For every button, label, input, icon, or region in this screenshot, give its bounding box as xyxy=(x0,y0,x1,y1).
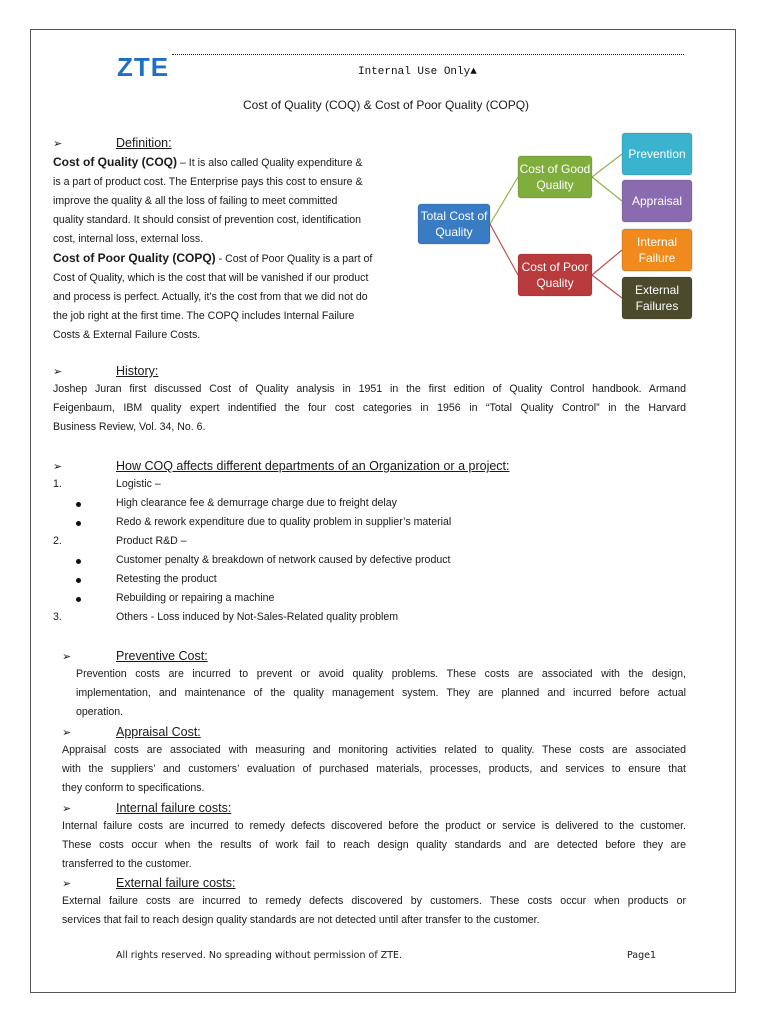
list-item: Retesting the product xyxy=(116,573,217,585)
connector-root-poor xyxy=(490,224,518,275)
diagram-node-prevention xyxy=(622,133,692,175)
bullet-dot-icon xyxy=(76,502,81,507)
diagram-node-label: Total Cost of xyxy=(420,209,488,223)
diagram-node-label: Failures xyxy=(635,299,679,313)
zte-logo: ZTE xyxy=(117,52,170,82)
diagram-node-label: Internal xyxy=(636,235,678,249)
coq-term: Cost of Quality (COQ) xyxy=(53,155,177,169)
connector-poor-external xyxy=(592,275,622,298)
arrow-bullet-icon: ➢ xyxy=(53,366,63,378)
list-item: Logistic – xyxy=(116,478,161,490)
diagram-node-label: Quality xyxy=(536,276,574,290)
header-rule xyxy=(172,54,684,55)
diagram-node-label: Cost of Poor xyxy=(521,260,589,274)
diagram-node-root xyxy=(418,204,490,244)
connector-root-good xyxy=(490,177,518,224)
list-item: Redo & rework expenditure due to quality problem in supplier’s material xyxy=(116,516,452,528)
diagram-node-external xyxy=(622,277,692,319)
appraisal-cost-text: Appraisal costs are associated with measuring and monitoring activities related to quality. These costs are associated with the suppliers’ and customers’ evaluation of purchased materials, processes, products, and services to ensure that they conform to specifications. xyxy=(62,744,686,794)
arrow-bullet-icon: ➢ xyxy=(62,651,72,663)
internal-use-label: Internal Use Only▲ xyxy=(358,66,477,78)
connector-good-appraisal xyxy=(592,177,622,201)
arrow-bullet-icon: ➢ xyxy=(53,461,63,473)
list-item: High clearance fee & demurrage charge due to freight delay xyxy=(116,497,397,509)
list-item: Rebuilding or repairing a machine xyxy=(116,592,275,604)
preventive-cost-text: Prevention costs are incurred to prevent or avoid quality problems. These costs are associated with the design, implementation, and maintenance of the quality management system. They are planned and incurred before actual operation. xyxy=(76,668,686,718)
diagram-node-label: Quality xyxy=(536,178,574,192)
external-failure-text: External failure costs are incurred to remedy defects discovered by customers. These costs occur when products or services that fail to reach design quality standards are not detected until after transfer to the customer. xyxy=(62,895,686,926)
coq-definition: Cost of Quality (COQ) – It is also called Quality expenditure & is a part of product cost. The Enterprise pays this cost to ensure & improve the quality & all the loss of failing to meet committed quality standard. It should consist of prevention cost, identification cost, internal loss, external loss. Cost of Poor Quality (COPQ) - Cost of Poor Quality is a part of Cost of Quality, which is the cost that will be vanished if our product and process is perfect. Actually, it’s the cost from that we did not do the job right at the first time. The COPQ includes Internal Failure Costs & External Failure Costs. xyxy=(53,155,373,341)
arrow-bullet-icon: ➢ xyxy=(53,138,63,150)
bullet-dot-icon xyxy=(76,521,81,526)
arrow-bullet-icon: ➢ xyxy=(62,727,72,739)
connector-poor-internal xyxy=(592,250,622,275)
external-failure-heading: External failure costs: xyxy=(116,876,236,890)
connector-good-prevention xyxy=(592,154,622,177)
list-number: 1. xyxy=(53,478,62,490)
copq-term: Cost of Poor Quality (COPQ) xyxy=(53,251,216,265)
diagram-node-label: Appraisal xyxy=(631,194,683,208)
diagram-node-label: Cost of Good xyxy=(519,162,591,176)
bullet-dot-icon xyxy=(76,578,81,583)
history-heading: History: xyxy=(116,364,159,378)
preventive-cost-heading: Preventive Cost: xyxy=(116,649,208,663)
diagram-node-label: External xyxy=(634,283,680,297)
diagram-node-good xyxy=(518,156,592,198)
history-text: Joshep Juran first discussed Cost of Quality analysis in 1951 in the first edition of Quality Control handbook. Armand Feigenbaum, IBM quality expert indentified the four cost categories in 1956 in “Total Quality Control” in the Harvard Business Review, Vol. 34, No. 6. xyxy=(53,383,686,433)
document-title: Cost of Quality (COQ) & Cost of Poor Quality (COPQ) xyxy=(242,98,530,112)
internal-failure-heading: Internal failure costs: xyxy=(116,801,232,815)
diagram-nodes xyxy=(418,133,692,319)
list-number: 3. xyxy=(53,611,62,623)
appraisal-cost-heading: Appraisal Cost: xyxy=(116,725,201,739)
bullet-dot-icon xyxy=(76,559,81,564)
list-item: Product R&D – xyxy=(116,535,187,547)
diagram-node-label: Prevention xyxy=(628,147,686,161)
list-number: 2. xyxy=(53,535,62,547)
cost-of-quality-diagram xyxy=(414,128,698,324)
bullet-dot-icon xyxy=(76,597,81,602)
departments-heading: How COQ affects different departments of an Organization or a project: xyxy=(116,459,510,473)
diagram-node-label: Failure xyxy=(638,251,676,265)
diagram-node-poor xyxy=(518,254,592,296)
definition-heading: Definition: xyxy=(116,136,172,150)
diagram-node-internal xyxy=(622,229,692,271)
list-item: Others - Loss induced by Not-Sales-Related quality problem xyxy=(116,611,399,623)
list-item: Customer penalty & breakdown of network caused by defective product xyxy=(116,554,451,566)
internal-failure-text: Internal failure costs are incurred to remedy defects discovered before the product or service is delivered to the customer. These costs occur when the results of work fail to reach design quality standards and are detected before they are transferred to the customer. xyxy=(62,820,686,870)
diagram-node-appraisal xyxy=(622,180,692,222)
footer-page-number: Page1 xyxy=(627,950,657,961)
arrow-bullet-icon: ➢ xyxy=(62,878,72,890)
arrow-bullet-icon: ➢ xyxy=(62,803,72,815)
footer-rights: All rights reserved. No spreading without permission of ZTE. xyxy=(116,950,403,961)
diagram-node-label: Quality xyxy=(435,225,473,239)
